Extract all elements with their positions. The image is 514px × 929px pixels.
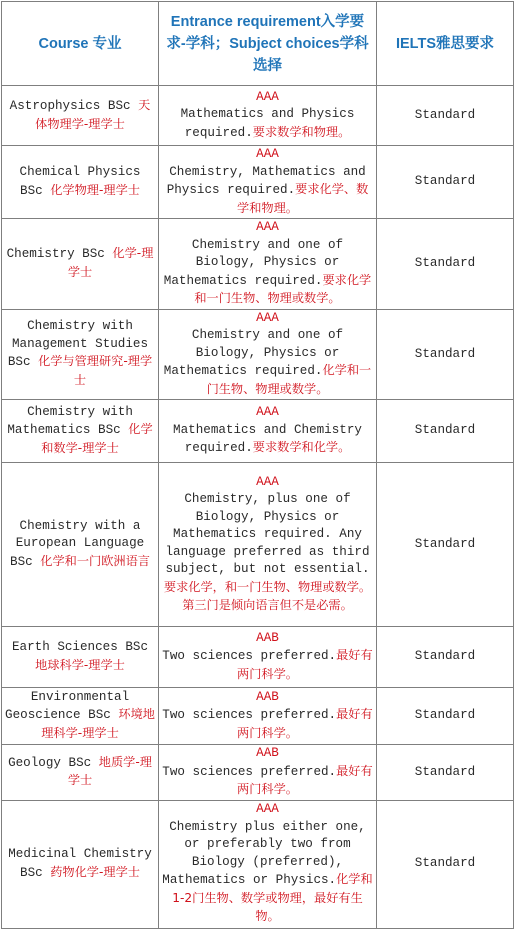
course-name-en: Chemistry with a European Language BSc <box>10 518 145 569</box>
course-cell <box>2 146 159 219</box>
requirement-en: Chemistry and one of Biology, Physics or Mathematics required. <box>163 328 344 378</box>
requirement-cell <box>159 86 377 146</box>
ielts-cell: Standard <box>377 86 514 146</box>
requirement-zh: 要求数学和物理。 <box>252 124 351 139</box>
requirement-cell <box>159 688 377 745</box>
table-row <box>2 800 514 928</box>
table-row <box>2 400 514 463</box>
course-name-zh: 天体物理学-理学士 <box>35 98 151 131</box>
requirement-zh: 最好有两门科学。 <box>237 763 373 796</box>
header-course: Course 专业 <box>2 2 159 86</box>
requirement-en: Two sciences preferred. <box>162 649 337 664</box>
requirement-zh: 要求化学和一门生物、物理或数学。 <box>194 272 372 305</box>
course-cell <box>2 745 159 801</box>
ielts-cell: Standard <box>377 146 514 219</box>
course-name-zh: 化学物理-理学士 <box>50 182 140 197</box>
course-cell <box>2 309 159 400</box>
course-cell <box>2 627 159 688</box>
table-row <box>2 463 514 627</box>
course-name-zh: 化学和一门欧洲语言 <box>40 553 150 568</box>
requirement-en: Chemistry and one of Biology, Physics or Mathematics required. <box>163 237 344 288</box>
course-name-en: Chemistry with Management Studies BSc <box>7 319 149 370</box>
requirement-en: Mathematics and Chemistry required. <box>173 422 362 456</box>
requirement-zh: 要求数学和化学。 <box>252 440 351 455</box>
requirement-cell <box>159 463 377 627</box>
requirement-zh: 最好有两门科学。 <box>237 648 373 681</box>
grade: AAA <box>256 220 279 234</box>
course-name-en: Environmental Geoscience BSc <box>5 689 130 723</box>
requirement-cell <box>159 745 377 801</box>
course-name-en: Chemistry with Mathematics BSc <box>7 404 133 438</box>
course-name-en: Earth Sciences BSc <box>11 640 149 654</box>
requirement-zh: 化学和1-2门生物、数学或物理，最好有生物。 <box>172 872 373 924</box>
course-name-zh: 地质学-理学士 <box>67 754 152 788</box>
course-name-en: Geology BSc <box>8 755 99 770</box>
ielts-cell: Standard <box>377 309 514 400</box>
course-name-zh: 化学与管理研究-理学士 <box>38 354 153 387</box>
requirement-cell <box>159 400 377 463</box>
requirement-cell <box>159 627 377 688</box>
requirement-cell <box>159 219 377 310</box>
grade: AAA <box>256 147 279 161</box>
course-cell <box>2 86 159 146</box>
ielts-cell: Standard <box>377 219 514 310</box>
table-row <box>2 309 514 400</box>
requirement-zh: 化学和一门生物、物理或数学。 <box>206 363 372 396</box>
course-name-zh: 环境地理科学-理学士 <box>41 707 155 740</box>
requirement-en: Chemistry plus either one, or preferably two from Biology (preferred), Mathematics or Physics. <box>162 819 366 888</box>
ielts-cell: Standard <box>377 800 514 928</box>
course-cell <box>2 800 159 928</box>
grade: AAA <box>256 405 279 420</box>
requirement-cell <box>159 309 377 400</box>
ielts-cell: Standard <box>377 463 514 627</box>
course-name-zh: 药物化学-理学士 <box>50 864 140 879</box>
requirement-zh: 要求化学、数学和物理。 <box>237 182 369 215</box>
requirement-en: Mathematics and Physics required. <box>180 107 355 140</box>
ielts-cell: Standard <box>377 400 514 463</box>
course-cell <box>2 688 159 745</box>
grade: AAA <box>256 474 279 489</box>
header-ielts: IELTS雅思要求 <box>377 2 514 86</box>
table-row <box>2 688 514 745</box>
table-row <box>2 86 514 146</box>
course-cell <box>2 219 159 310</box>
ielts-cell: Standard <box>377 688 514 745</box>
requirement-cell <box>159 146 377 219</box>
table-row <box>2 745 514 801</box>
table-row <box>2 146 514 219</box>
requirement-en: Two sciences preferred. <box>162 708 337 723</box>
header-entrance-requirement: Entrance requirement入学要求-学科；Subject choices学科选择 <box>159 2 377 86</box>
grade: AAB <box>256 689 279 704</box>
ielts-cell: Standard <box>377 745 514 801</box>
requirement-cell <box>159 800 377 928</box>
course-name-en: Astrophysics BSc <box>9 99 139 113</box>
requirements-table <box>1 1 514 929</box>
course-name-en: Medicinal Chemistry BSc <box>8 847 152 880</box>
course-name-en: Chemistry BSc <box>6 247 113 262</box>
table-row <box>2 627 514 688</box>
ielts-cell: Standard <box>377 627 514 688</box>
course-name-zh: 化学-理学士 <box>67 246 154 279</box>
course-name-zh: 化学和数学-理学士 <box>41 422 153 455</box>
grade: AAA <box>256 310 279 325</box>
course-cell <box>2 463 159 627</box>
header-row <box>2 2 514 86</box>
requirement-en: Two sciences preferred. <box>162 764 337 779</box>
requirement-zh: 最好有两门科学。 <box>237 707 373 740</box>
grade: AAB <box>256 630 279 645</box>
course-name-en: Chemical Physics BSc <box>19 165 141 198</box>
requirement-en: Chemistry, plus one of Biology, Physics or Mathematics required. Any language preferred as third subject, but not essential. <box>165 492 370 576</box>
grade: AAA <box>256 802 279 817</box>
requirement-zh: 要求化学，和一门生物、物理或数学。第三门是倾向语言但不是必需。 <box>163 579 372 612</box>
table-row <box>2 219 514 310</box>
grade: AAB <box>256 746 279 760</box>
grade: AAA <box>256 89 279 104</box>
requirement-en: Chemistry, Mathematics and Physics required. <box>166 164 366 197</box>
course-name-zh: 地球科学-理学士 <box>35 657 125 672</box>
course-cell <box>2 400 159 463</box>
